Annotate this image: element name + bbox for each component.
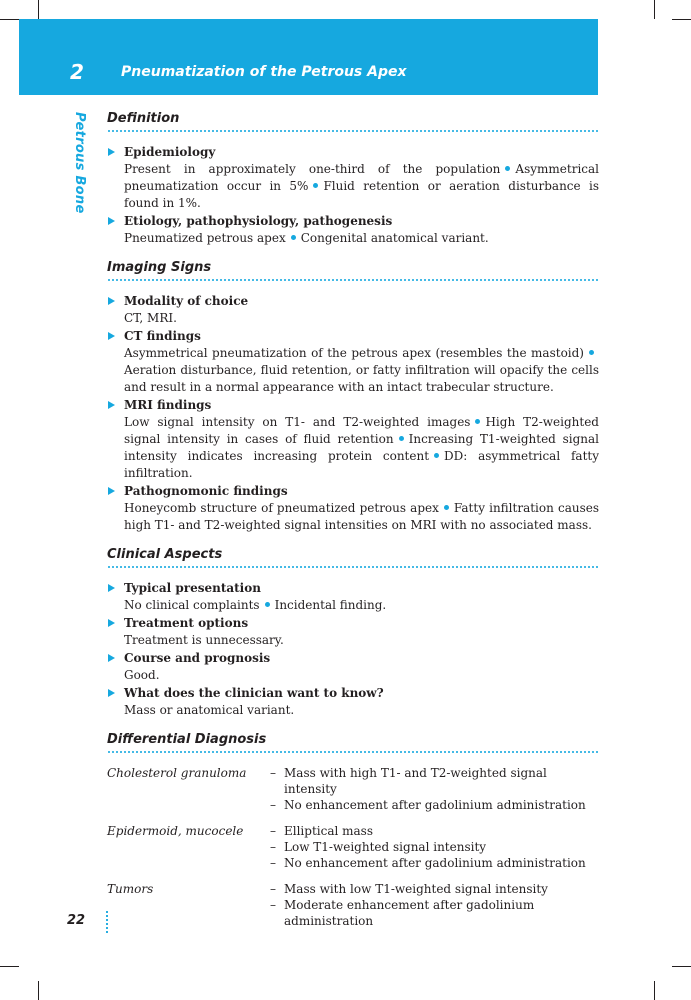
crop-mark (654, 0, 655, 19)
crop-mark (654, 981, 655, 1000)
section-clinical-aspects (107, 546, 599, 719)
differential-table (107, 765, 599, 929)
triangle-bullet-icon (108, 332, 115, 340)
item-text (124, 500, 599, 534)
list-item (107, 397, 599, 482)
item-text (124, 414, 599, 482)
list-item (107, 328, 599, 396)
item-title: Course and prognosis (124, 651, 271, 665)
item-text (124, 597, 599, 614)
text-segment: Pneumatized petrous apex (124, 231, 286, 245)
dot-separator-icon (399, 436, 404, 441)
triangle-bullet-icon (108, 584, 115, 592)
triangle-bullet-icon (108, 619, 115, 627)
crop-mark (672, 19, 691, 20)
triangle-bullet-icon (108, 148, 115, 156)
text-segment: Fatty infiltration causes high T1- and T2-weighted signal intensities on MRI with no associated mass. (124, 501, 599, 532)
dot-separator-icon (291, 235, 296, 240)
feature-line: – No enhancement after gadolinium administration (270, 855, 599, 871)
item-title: What does the clinician want to know? (124, 686, 384, 700)
text-segment: Asymmetrical pneumatization of the petrous apex (resembles the mastoid) (124, 346, 584, 360)
diagnosis-features (270, 881, 599, 929)
triangle-bullet-icon (108, 654, 115, 662)
table-row (107, 765, 599, 813)
page-number: 22 (67, 913, 86, 928)
item-title: Etiology, pathophysiology, pathogenesis (124, 214, 393, 228)
list-item (107, 650, 599, 684)
dot-separator-icon (444, 505, 449, 510)
text-segment: DD: asymmetrical fatty infiltration. (124, 449, 599, 480)
text-segment: Mass or anatomical variant. (124, 703, 295, 717)
triangle-bullet-icon (108, 401, 115, 409)
text-segment: Incidental finding. (274, 598, 387, 612)
dotted-divider (107, 751, 599, 753)
item-text (124, 310, 599, 327)
diagnosis-features (270, 765, 599, 813)
item-title: Typical presentation (124, 581, 261, 595)
text-segment: High T2-weighted signal intensity in cases of fluid retention (124, 415, 599, 446)
text-segment: Congenital anatomical variant. (300, 231, 489, 245)
dotted-divider (107, 566, 599, 568)
item-text (124, 161, 599, 212)
text-segment: Honeycomb structure of pneumatized petrous apex (124, 501, 439, 515)
sections-container (107, 110, 599, 719)
list-item (107, 615, 599, 649)
list-item (107, 685, 599, 719)
chapter-title: Pneumatization of the Petrous Apex (121, 64, 407, 80)
feature-line: – Mass with low T1-weighted signal intensity (270, 881, 599, 897)
section-definition (107, 110, 599, 247)
differential-diagnosis-section (107, 731, 599, 929)
text-segment: CT, MRI. (124, 311, 177, 325)
item-title: Modality of choice (124, 294, 249, 308)
item-text (124, 702, 599, 719)
diagnosis-features (270, 823, 599, 871)
text-segment: No clinical complaints (124, 598, 260, 612)
diagnosis-term: Epidermoid, mucocele (107, 824, 244, 838)
text-segment: Asymmetrical pneumatization occur in 5% (124, 162, 599, 193)
text-segment: Treatment is unnecessary. (124, 633, 284, 647)
item-text (124, 632, 599, 649)
item-text (124, 345, 599, 396)
table-row (107, 823, 599, 871)
text-segment: Present in approximately one-third of the population (124, 162, 501, 176)
section-heading: Clinical Aspects (107, 547, 223, 562)
item-title: MRI findings (124, 398, 212, 412)
chapter-number: 2 (70, 60, 84, 84)
item-title: Epidemiology (124, 145, 216, 159)
dot-separator-icon (475, 419, 480, 424)
chapter-header-bar (19, 19, 598, 95)
diagnosis-term: Tumors (107, 882, 154, 896)
side-section-label: Petrous Bone (72, 112, 87, 214)
dotted-divider (107, 130, 599, 132)
page-number-dots (106, 910, 108, 935)
dot-separator-icon (434, 453, 439, 458)
dotted-divider (107, 279, 599, 281)
text-segment: Good. (124, 668, 160, 682)
item-title: Treatment options (124, 616, 249, 630)
section-heading: Differential Diagnosis (107, 732, 267, 747)
crop-mark (0, 966, 19, 967)
table-row (107, 881, 599, 929)
triangle-bullet-icon (108, 689, 115, 697)
list-item (107, 580, 599, 614)
list-item (107, 144, 599, 212)
section-heading: Definition (107, 111, 180, 126)
text-segment: Increasing T1-weighted signal intensity indicates increasing protein content (124, 432, 599, 463)
section-heading: Imaging Signs (107, 260, 212, 275)
dot-separator-icon (505, 166, 510, 171)
page-content (107, 110, 599, 939)
feature-line: – Low T1-weighted signal intensity (270, 839, 599, 855)
item-title: Pathognomonic findings (124, 484, 288, 498)
item-text (124, 230, 599, 247)
crop-mark (0, 19, 19, 20)
diagnosis-term: Cholesterol granuloma (107, 766, 247, 780)
dot-separator-icon (265, 602, 270, 607)
feature-line: – Mass with high T1- and T2-weighted signal intensity (270, 765, 599, 797)
feature-line: – Elliptical mass (270, 823, 599, 839)
section-imaging-signs (107, 259, 599, 534)
feature-line: – Moderate enhancement after gadolinium administration (270, 897, 599, 929)
text-segment: Fluid retention or aeration disturbance is found in 1%. (124, 179, 600, 210)
list-item (107, 293, 599, 327)
item-text (124, 667, 599, 684)
dot-separator-icon (313, 183, 318, 188)
dot-separator-icon (589, 350, 594, 355)
item-title: CT findings (124, 329, 201, 343)
triangle-bullet-icon (108, 297, 115, 305)
crop-mark (38, 981, 39, 1000)
text-segment: Low signal intensity on T1- and T2-weighted images (124, 415, 471, 429)
triangle-bullet-icon (108, 487, 115, 495)
list-item (107, 483, 599, 534)
list-item (107, 213, 599, 247)
triangle-bullet-icon (108, 217, 115, 225)
feature-line: – No enhancement after gadolinium administration (270, 797, 599, 813)
crop-mark (672, 966, 691, 967)
text-segment: Aeration disturbance, fluid retention, or fatty infiltration will opacify the cells and result in a normal appearance with an intact trabecular structure. (124, 363, 599, 394)
crop-mark (38, 0, 39, 19)
